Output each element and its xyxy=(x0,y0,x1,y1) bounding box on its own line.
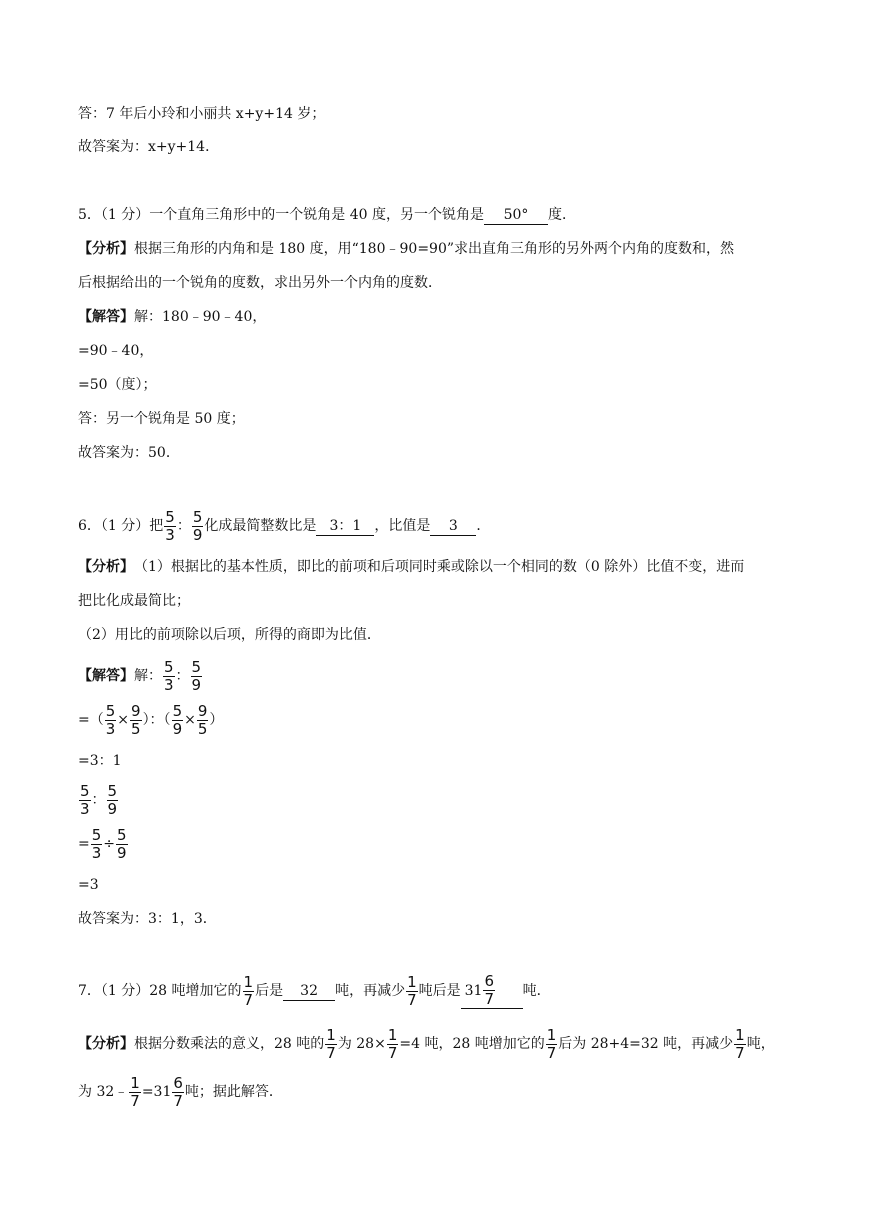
q5-stem-end: 度． xyxy=(547,207,576,223)
fraction-numerator: 6 xyxy=(173,1073,183,1092)
q7-prefix: 7．（1 分）28 吨增加它的 xyxy=(78,983,242,999)
q5-analysis-line-1 xyxy=(78,236,799,262)
q6-analysis-text-1: （1）根据比的基本性质，即比的前项和后项同时乘或除以一个相同的数（0 除外）比值不变，进而 xyxy=(134,559,745,575)
q6-value-divide xyxy=(78,826,799,862)
q7-analysis-b3: 吨；据此解答． xyxy=(184,1084,283,1100)
q6-value-expr xyxy=(78,782,799,818)
q6-value-blank: 3 xyxy=(430,517,476,536)
q7-analysis-a2: 为 28× xyxy=(337,1036,386,1052)
fraction-denominator: 3 xyxy=(91,843,102,862)
q6-solution-line xyxy=(78,658,799,694)
q5-step-1 xyxy=(78,338,799,364)
q7-analysis-a1: 根据分数乘法的意义，28 吨的 xyxy=(134,1036,325,1052)
q4-final-line xyxy=(78,134,799,160)
q6-analysis-line-2 xyxy=(78,588,799,614)
fraction-denominator: 3 xyxy=(164,675,174,694)
q5-answer-line xyxy=(78,406,799,432)
q6-ratio-blank: 3：1 xyxy=(316,517,374,536)
fraction-denominator: 7 xyxy=(407,990,417,1009)
fraction-denominator: 7 xyxy=(387,1043,398,1062)
fraction xyxy=(387,1027,399,1062)
fraction-denominator: 5 xyxy=(131,719,141,738)
eq-prefix: =（ xyxy=(78,712,104,728)
q5-analysis-text-2: 后根据给出的一个锐角的度数，求出另外一个内角的度数． xyxy=(78,275,442,291)
fraction xyxy=(105,703,117,738)
fraction-denominator: 7 xyxy=(243,990,254,1009)
q6-mid-text: 化成最简整数比是 xyxy=(204,518,317,534)
fraction-numerator: 5 xyxy=(192,507,203,526)
ratio-colon: ： xyxy=(176,518,191,534)
ratio-colon: ： xyxy=(91,792,106,808)
q6-analysis-line-3 xyxy=(78,622,799,648)
fraction-numerator: 5 xyxy=(91,825,102,844)
fraction xyxy=(546,1027,558,1062)
fraction-denominator: 9 xyxy=(192,525,203,544)
q7-analysis-b1: 为 32﹣ xyxy=(78,1084,129,1100)
solution-tag: 【解答】 xyxy=(78,668,134,684)
q6-final-line xyxy=(78,906,799,932)
q6-analysis-line-1 xyxy=(78,554,799,580)
fraction-denominator: 7 xyxy=(484,990,494,1008)
fraction-numerator: 9 xyxy=(197,701,208,720)
fraction-numerator: 5 xyxy=(165,507,175,526)
fraction-denominator: 3 xyxy=(165,525,175,544)
q5-final-line xyxy=(78,440,799,466)
fraction-numerator: 1 xyxy=(407,972,417,991)
fraction xyxy=(197,703,209,738)
times-sign: × xyxy=(184,712,196,728)
q4-answer-text: 答：7 年后小玲和小丽共 x+y+14 岁； xyxy=(78,106,326,122)
fraction-numerator: 1 xyxy=(243,972,254,991)
q7-blank-2 xyxy=(461,973,523,1009)
fraction-numerator: 5 xyxy=(172,701,183,720)
fraction-numerator: 5 xyxy=(107,781,118,800)
fraction-denominator: 7 xyxy=(173,1091,183,1110)
q7-analysis-line-2 xyxy=(78,1072,799,1112)
fraction xyxy=(734,1027,746,1062)
q4-final-text: 故答案为：x+y+14． xyxy=(78,139,220,155)
fraction xyxy=(172,703,184,738)
fraction-numerator: 1 xyxy=(326,1025,336,1044)
fraction xyxy=(107,783,119,818)
q7-blank-1: 32 xyxy=(283,982,335,1001)
mixed-whole: 31 xyxy=(464,982,483,999)
fraction xyxy=(483,973,495,1008)
fraction xyxy=(406,974,418,1009)
fraction xyxy=(129,1075,141,1110)
q6-result-value-text: =3 xyxy=(78,877,99,893)
q5-step-1-text: =90﹣40， xyxy=(78,343,154,359)
q6-result-value xyxy=(78,872,799,898)
q7-analysis-a4: 后为 28+4=32 吨，再减少 xyxy=(558,1036,734,1052)
q5-step-2-text: =50（度）； xyxy=(78,377,157,393)
q7-analysis-a3: =4 吨，28 吨增加它的 xyxy=(399,1036,545,1052)
analysis-tag: 【分析】 xyxy=(78,241,134,257)
fraction xyxy=(164,509,176,544)
q6-stem xyxy=(78,508,799,544)
fraction xyxy=(243,974,255,1009)
fraction-numerator: 6 xyxy=(484,972,494,990)
q7-analysis-a5: 吨， xyxy=(746,1036,775,1052)
q4-answer-line xyxy=(78,101,799,127)
q7-mid2: 吨，再减少 xyxy=(335,983,406,999)
q5-step-2 xyxy=(78,372,799,398)
fraction xyxy=(191,659,203,694)
fraction xyxy=(79,783,91,818)
fraction xyxy=(116,827,128,862)
q6-solution-label: 解： xyxy=(134,668,162,684)
q5-analysis-line-2 xyxy=(78,270,799,296)
fraction xyxy=(130,703,142,738)
paren-colon: ）：（ xyxy=(142,712,171,728)
fraction-numerator: 9 xyxy=(131,701,141,720)
analysis-tag: 【分析】 xyxy=(78,1036,134,1052)
q5-stem xyxy=(78,202,799,228)
fraction-denominator: 9 xyxy=(172,719,183,738)
q6-final-text: 故答案为：3：1，3． xyxy=(78,911,217,927)
q6-result-ratio xyxy=(78,748,799,774)
q7-end: 吨． xyxy=(522,983,551,999)
eq-sign: = xyxy=(78,836,90,852)
q5-solution-line xyxy=(78,304,799,330)
q7-stem xyxy=(78,972,799,1010)
q6-result-ratio-text: =3：1 xyxy=(78,753,122,769)
q5-analysis-text-1: 根据三角形的内角和是 180 度，用“180﹣90=90”求出直角三角形的另外两个内角的度数和，然 xyxy=(134,241,735,257)
fraction-denominator: 9 xyxy=(191,675,202,694)
times-sign: × xyxy=(117,712,130,728)
fraction-denominator: 9 xyxy=(117,843,127,862)
fraction xyxy=(172,1075,184,1110)
q6-analysis-text-2: 把比化成最简比； xyxy=(78,593,190,609)
fraction xyxy=(325,1027,337,1062)
q5-final-text: 故答案为：50． xyxy=(78,445,180,461)
q5-answer-text: 答：另一个锐角是 50 度； xyxy=(78,411,245,427)
q6-step-ratio xyxy=(78,702,799,738)
q6-prefix: 6．（1 分）把 xyxy=(78,518,164,534)
q5-stem-text: 5．（1 分）一个直角三角形中的一个锐角是 40 度，另一个锐角是 xyxy=(78,207,484,223)
fraction xyxy=(192,509,204,544)
ratio-colon: ： xyxy=(175,668,190,684)
fraction-numerator: 5 xyxy=(191,657,202,676)
q5-solution-text: 解：180﹣90﹣40， xyxy=(134,309,267,325)
q7-mid3: 吨后是 xyxy=(418,983,461,999)
divide-sign: ÷ xyxy=(103,836,116,852)
fraction-denominator: 3 xyxy=(105,719,116,738)
fraction-numerator: 1 xyxy=(130,1073,140,1092)
fraction-numerator: 5 xyxy=(164,657,174,676)
q6-analysis-text-3: （2）用比的前项除以后项，所得的商即为比值． xyxy=(78,627,381,643)
fraction-numerator: 1 xyxy=(735,1025,745,1044)
q5-answer-blank: 50° xyxy=(484,206,548,225)
fraction-numerator: 1 xyxy=(546,1025,557,1044)
solution-tag: 【解答】 xyxy=(78,309,134,325)
fraction xyxy=(91,827,103,862)
fraction-denominator: 7 xyxy=(546,1043,557,1062)
fraction-denominator: 5 xyxy=(197,719,208,738)
q6-end: ． xyxy=(476,518,491,534)
fraction-numerator: 5 xyxy=(105,701,116,720)
q7-analysis-b2: =31 xyxy=(141,1084,172,1100)
q6-mid2-text: ，比值是 xyxy=(374,518,431,534)
close-paren: ） xyxy=(209,712,224,728)
fraction-denominator: 7 xyxy=(735,1043,745,1062)
fraction-denominator: 7 xyxy=(326,1043,336,1062)
fraction-numerator: 5 xyxy=(117,825,127,844)
fraction-denominator: 9 xyxy=(107,799,118,818)
analysis-tag: 【分析】 xyxy=(78,559,134,575)
q7-mid1: 后是 xyxy=(255,983,284,999)
q7-analysis-line-1 xyxy=(78,1024,799,1064)
fraction-numerator: 1 xyxy=(387,1025,398,1044)
fraction-numerator: 5 xyxy=(80,781,90,800)
fraction xyxy=(163,659,175,694)
fraction-denominator: 7 xyxy=(130,1091,140,1110)
fraction-denominator: 3 xyxy=(80,799,90,818)
